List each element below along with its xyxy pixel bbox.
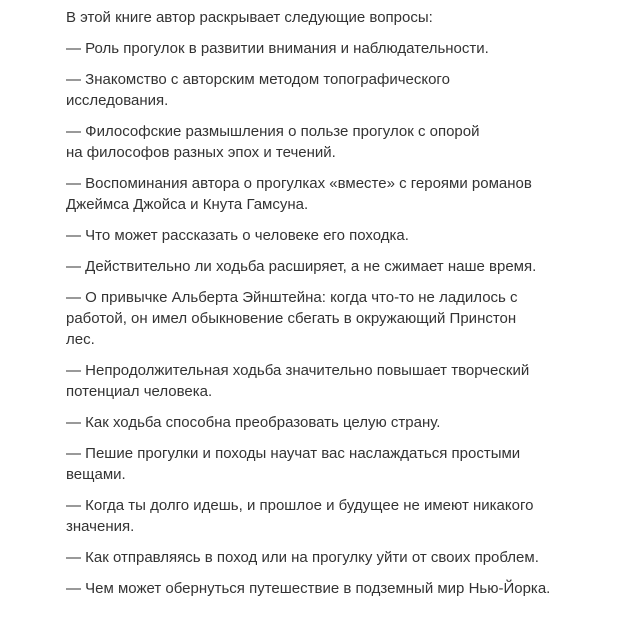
list-item: — Роль прогулок в развитии внимания и наблюдательности. [66,40,489,57]
list-item: — Что может рассказать о человеке его походка. [66,227,409,244]
list-item: — Как отправляясь в поход или на прогулку уйти от своих проблем. [66,549,539,566]
intro-text: В этой книге автор раскрывает следующие вопросы: [66,9,433,26]
list-item: — Пешие прогулки и походы научат вас наслаждаться простыми вещами. [66,445,521,483]
list-item: — Воспоминания автора о прогулках «вместе» с героями романов Джеймса Джойса и Кнута Гамсуна. [66,175,532,213]
list-item: — Как ходьба способна преобразовать целую страну. [66,414,441,431]
list-item: — О привычке Альберта Эйнштейна: когда что-то не ладилось с работой, он имел обыкновение сбегать в окружающий Принстон лес. [66,289,518,348]
list-item: — Чем может обернуться путешествие в подземный мир Нью-Йорка. [66,580,551,597]
list-item: — Действительно ли ходьба расширяет, а не сжимает наше время. [66,258,537,275]
list-item: — Когда ты долго идешь, и прошлое и будущее не имеют никакого значения. [66,497,534,535]
book-description [66,7,586,609]
list-item: — Философские размышления о пользе прогулок с опорой на философов разных эпох и течений. [66,123,480,161]
list-item: — Знакомство с авторским методом топографического исследования. [66,71,450,109]
list-item: — Непродолжительная ходьба значительно повышает творческий потенциал человека. [66,362,530,400]
